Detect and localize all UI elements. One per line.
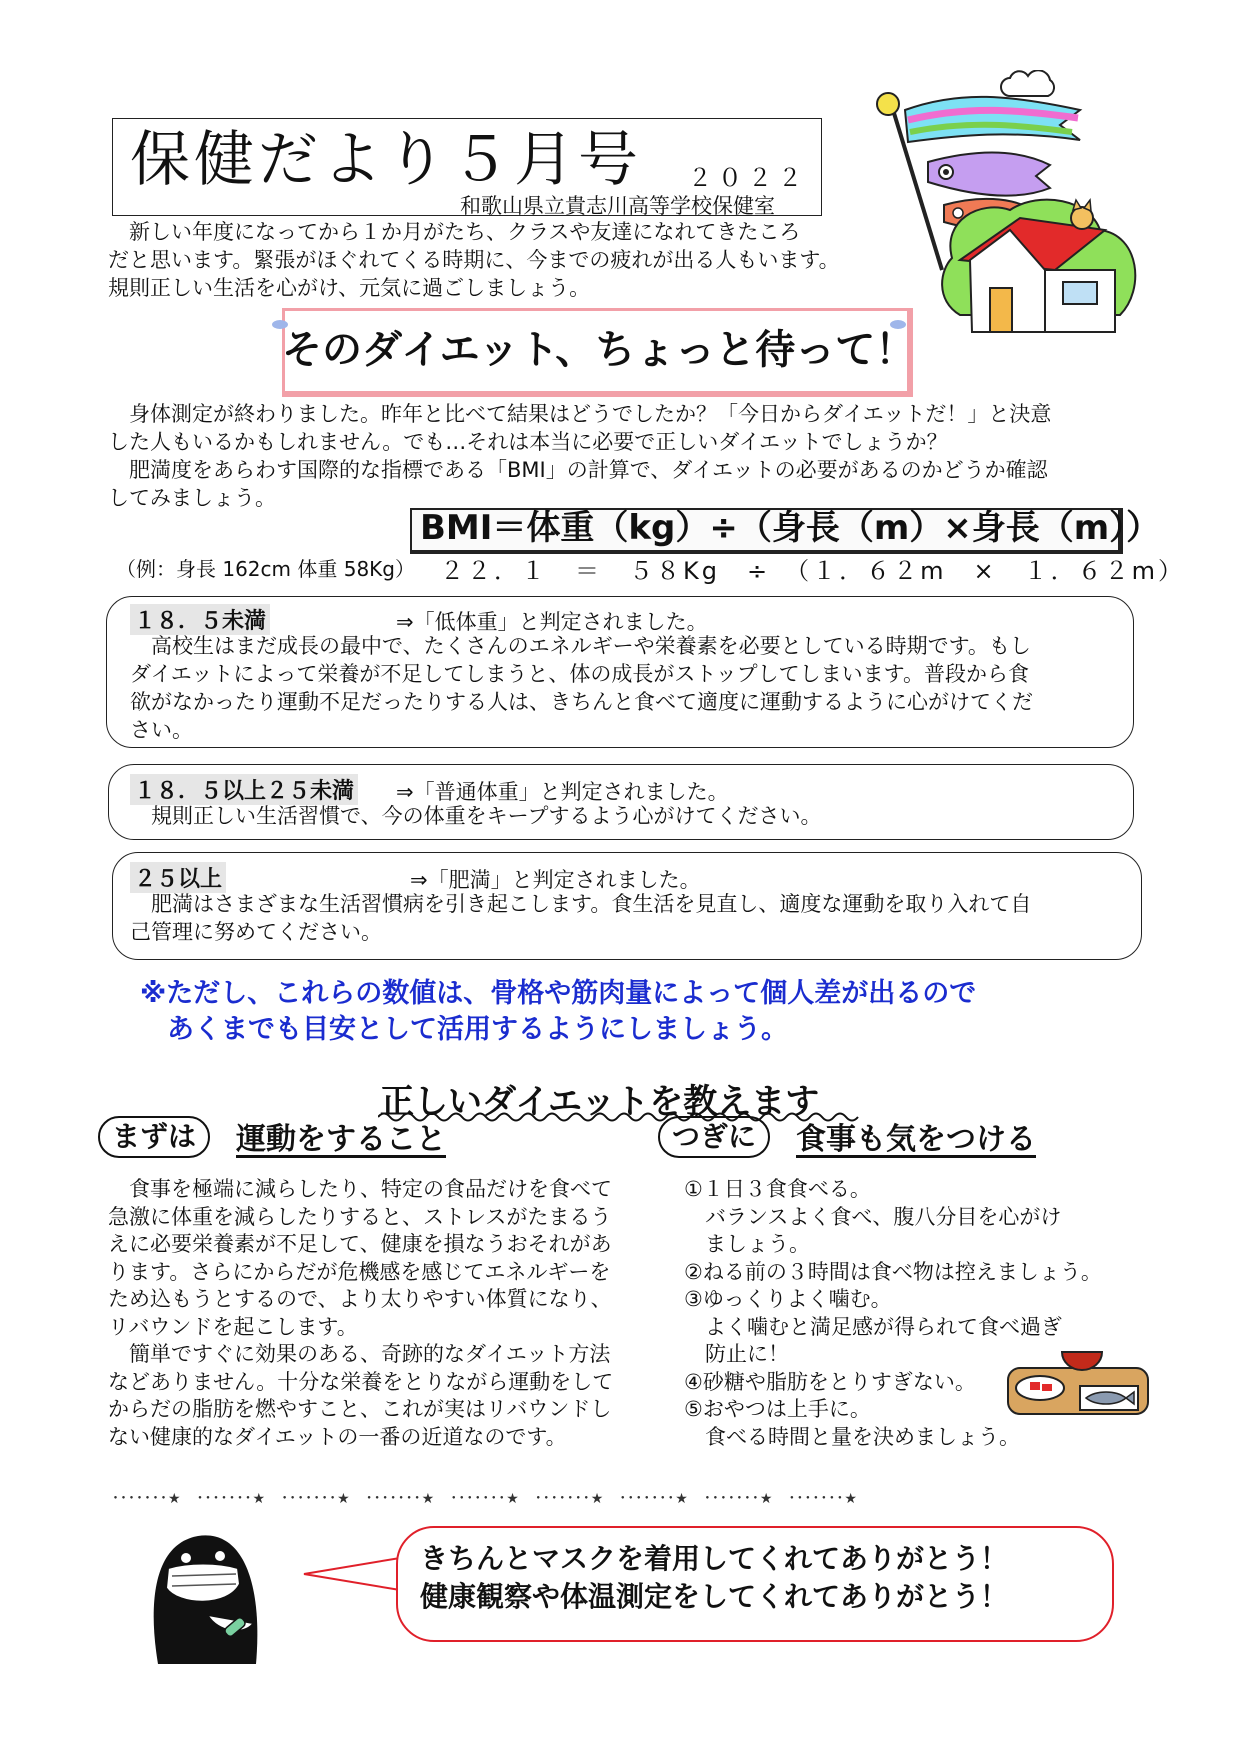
intro-line: 規則正しい生活を心がけ、元気に過ごしましょう。 — [108, 276, 591, 300]
judgment-text: ⇒「低体重」と判定されました。 — [396, 610, 708, 634]
tip-line: ましょう。 — [684, 1232, 810, 1256]
school-name: 和歌山県立貴志川高等学校保健室 — [460, 194, 775, 218]
range-label: １８．５未満 — [130, 604, 270, 635]
note-line: ※ただし、これらの数値は、骨格や筋肉量によって個人差が出るので — [140, 978, 977, 1009]
tip-line: 防止に！ — [684, 1342, 789, 1366]
meal-tray-illustration — [1002, 1338, 1152, 1418]
diet-headline: そのダイエット、ちょっと待って！ — [282, 327, 916, 373]
judgment-text: ⇒「普通体重」と判定されました。 — [396, 780, 729, 804]
first-pill: まずは — [98, 1116, 210, 1158]
page-title: 保健だより５月号 — [130, 125, 642, 195]
diet-subtitle: 食事も気をつける — [796, 1122, 1036, 1157]
bmi-intro-line: してみましょう。 — [108, 486, 276, 510]
range-description: 肥満はさまざまな生活習慣病を引き起こします。食生活を見直し、適度な運動を取り入れて自 己管理に努めてください。 — [130, 892, 1032, 944]
bubble-line: 健康観察や体温測定をしてくれてありがとう！ — [420, 1580, 1009, 1613]
intro-paragraph — [108, 218, 908, 302]
tip-line: ④砂糖や脂肪をとりすぎない。 — [684, 1369, 976, 1394]
section-title: 正しいダイエットを教えます — [380, 1082, 820, 1122]
bmi-formula: BMI＝体重（kg）÷（身長（m）×身長（m）） — [420, 508, 1161, 548]
exercise-text: 食事を極端に減らしたり、特定の食品だけを食べて 急激に体重を減らしたりすると、ストレスがたまるう えに必要栄養素が不足して、健康を損なうおそれがあ ります。さらにからだが危機感を感じてエネルギーを ため込もうとするので、より太りやすい体質になり、 リバウンドを起こします。 簡単ですぐに効果のある、奇跡的なダイエット方法 などありません。十分な栄養をとりながら運動をして からだの脂肪を燃やすこと、これが実はリバウンドし ない健康的なダイエットの一番の近道なのです。 — [108, 1177, 614, 1449]
range-label: ２５以上 — [130, 862, 226, 893]
note-line: あくまでも目安として活用するようにしましょう。 — [140, 1014, 788, 1045]
tip-line: ①１日３食食べる。 — [684, 1177, 871, 1201]
tip-line: よく噛むと満足感が得られて食べ過ぎ — [684, 1314, 1062, 1339]
range-description: 高校生はまだ成長の最中で、たくさんのエネルギーや栄養素を必要としている時期です。もし ダイエットによって栄養が不足してしまうと、体の成長がストップしてしまいます。普段から食 欲がなかったり運動不足だったりする人は、きちんと食べて適度に運動するように心がけてくだ さい。 — [130, 634, 1033, 742]
judgment-text: ⇒「肥満」と判定されました。 — [410, 868, 701, 892]
issue-year: ２０２２ — [688, 164, 808, 192]
tip-line: ③ゆっくりよく噛む。 — [684, 1287, 892, 1311]
bubble-line: きちんとマスクを着用してくれてありがとう！ — [420, 1542, 1009, 1575]
wavy-underline — [378, 1110, 868, 1124]
bmi-intro — [108, 400, 1138, 512]
tip-line: バランスよく食べ、腹八分目を心がけ — [684, 1204, 1062, 1229]
intro-line: 新しい年度になってから１か月がたち、クラスや友達になれてきたころ — [108, 220, 801, 244]
bmi-intro-line: した人もいるかもしれません。でも…それは本当に必要で正しいダイエットでしょうか？ — [108, 430, 948, 454]
example-calculation: ２２．１ ＝ ５８Kg ÷ （１．６２m × １．６２m） — [440, 557, 1185, 585]
range-description: 規則正しい生活習慣で、今の体重をキープするよう心がけてください。 — [130, 804, 822, 828]
bubble-tail — [300, 1548, 404, 1598]
range-label: １８．５以上２５未満 — [130, 774, 358, 805]
bubble-text — [420, 1540, 1008, 1616]
bmi-intro-line: 身体測定が終わりました。昨年と比べて結果はどうでしたか？「今日からダイエットだ！」と決意 — [108, 402, 1052, 426]
tip-line: ⑤おやつは上手に。 — [684, 1397, 871, 1421]
tip-line: 食べる時間と量を決めましょう。 — [684, 1424, 1020, 1449]
star-divider: ･･･････★ ･･･････★ ･･･････★ ･･･････★ ･･･････★ ･･･････★ ･･･････★ ･･･････★ ･･･････★ — [112, 1491, 858, 1507]
penguin-mask-illustration — [138, 1524, 278, 1664]
intro-line: だと思います。緊張がほぐれてくる時期に、今までの疲れが出る人もいます。 — [108, 248, 840, 272]
tip-line: ②ねる前の３時間は食べ物は控えましょう。 — [684, 1259, 1102, 1284]
bmi-intro-line: 肥満度をあらわす国際的な指標である「BMI」の計算で、ダイエットの必要があるのかどうか確認 — [108, 458, 1048, 482]
example-label: （例：身長 162cm 体重 58Kg） — [116, 557, 415, 581]
next-pill: つぎに — [658, 1116, 770, 1158]
exercise-subtitle: 運動をすること — [236, 1122, 446, 1157]
